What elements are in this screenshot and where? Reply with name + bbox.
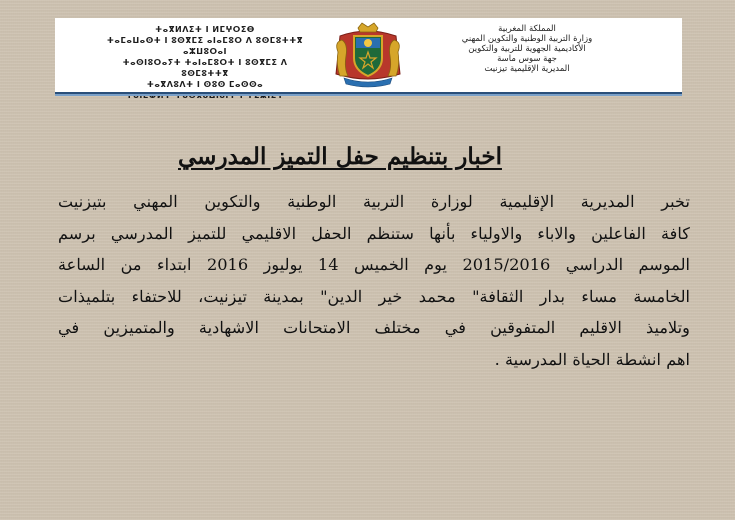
tifinagh-line: ⵜⴰⴳⵍⴷⵉⵜ ⵏ ⵍⵎⵖⵔⵉⴱ (155, 25, 255, 34)
announcement-body (58, 186, 690, 375)
moroccan-coat-of-arms-icon (330, 22, 406, 88)
letterhead-rule (55, 92, 682, 96)
tifinagh-line: ⵜⴰⵙⵏⵓⵔⴰⵢⵜ ⵜⴰⵏⴰⵎⵓⵔⵜ ⵏ ⵓⵙⴳⵎⵉ ⴷ ⵓⵙⵎⵓⵜⵜⴳ (122, 58, 288, 78)
announcement-title: اخبار بتنظيم حفل التميز المدرسي (178, 143, 502, 170)
tifinagh-line: ⵜⴰⵎⴰⵡⴰⵙⵜ ⵏ ⵓⵙⴳⵎⵉ ⴰⵏⴰⵎⵓⵔ ⴷ ⵓⵙⵎⵓⵜⵜⴳ ⴰⵣⵡⵓⵔⴰⵏ (106, 36, 304, 56)
letterhead-tifinagh (100, 24, 310, 101)
arabic-line: وزارة التربية الوطنية والتكوين المهني (461, 34, 593, 44)
letterhead-arabic (427, 24, 627, 74)
body-line: الموسم الدراسي 2015/2016 يوم الخميس 14 يوليوز 2016 ابتداء من الساعة (58, 255, 691, 274)
body-line: اهم انشطة الحياة المدرسية . (494, 349, 690, 369)
body-line: وتلاميذ الاقليم المتفوقين في مختلف الامتحانات الاشهادية والمتميزين في (58, 318, 690, 337)
arabic-line: جهة سوس ماسة (497, 54, 557, 64)
arabic-line: المملكة المغربية (498, 24, 556, 34)
tifinagh-line: ⵜⴰⴳⴷⵓⴷⵜ ⵏ ⵙⵓⵙ ⵎⴰⵙⵙⴰ (146, 80, 264, 89)
body-line: كافة الفاعلين والاباء والاولياء بأنها ستنظم الحفل الاقليمي للتميز المدرسي برسم (58, 223, 690, 243)
body-line: تخبر المديرية الإقليمية لوزارة التربية الوطنية والتكوين المهني بتيزنيت (58, 192, 690, 211)
arabic-line: الأكاديمية الجهوية للتربية والتكوين (468, 44, 586, 54)
body-line: الخامسة مساء بدار الثقافة" محمد خير الدين" بمدينة تيزنيت، للاحتفاء بتلميذات (58, 286, 690, 306)
arabic-line: المديرية الإقليمية تيزنيت (484, 64, 570, 74)
